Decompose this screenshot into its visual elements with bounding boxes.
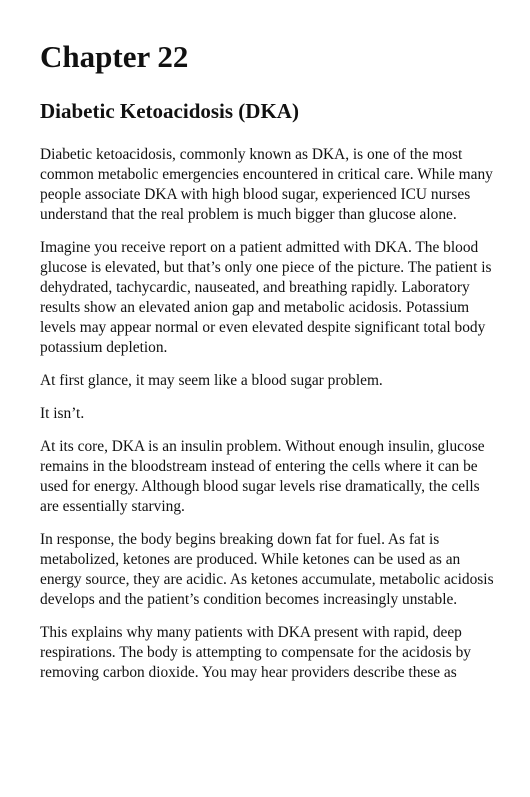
paragraph-2: Imagine you receive report on a patient admitted with DKA. The blood glucose is elevated, but that’s only one piece of the picture. The patient is dehydrated, tachycardic, nauseated, and breathing rapidly. Laboratory results show an elevated anion gap and metabolic acidosis. Potassium levels may appear normal or even elevated despite significant total body potassium depletion. — [40, 239, 492, 356]
paragraph-1: Diabetic ketoacidosis, commonly known as DKA, is one of the most common metabolic emergencies encountered in critical care. While many people associate DKA with high blood sugar, experienced ICU nurses understand that the real problem is much bigger than glucose alone. — [40, 146, 493, 223]
paragraph-4: It isn’t. — [40, 405, 85, 422]
paragraph-3: At first glance, it may seem like a blood sugar problem. — [40, 372, 383, 389]
section-title: Diabetic Ketoacidosis (DKA) — [40, 99, 299, 123]
page-content — [40, 38, 500, 696]
chapter-title: Chapter 22 — [40, 39, 189, 74]
paragraph-5: At its core, DKA is an insulin problem. Without enough insulin, glucose remains in the bloodstream instead of entering the cells where it can be used for energy. Although blood sugar levels rise dramatically, the cells are essentially starving. — [40, 438, 485, 515]
paragraph-7: This explains why many patients with DKA present with rapid, deep respirations. The body is attempting to compensate for the acidosis by removing carbon dioxide. You may hear providers describe these as — [40, 624, 471, 681]
paragraph-6: In response, the body begins breaking down fat for fuel. As fat is metabolized, ketones are produced. While ketones can be used as an energy source, they are acidic. As ketones accumulate, metabolic acidosis develops and the patient’s condition becomes increasingly unstable. — [40, 531, 494, 608]
